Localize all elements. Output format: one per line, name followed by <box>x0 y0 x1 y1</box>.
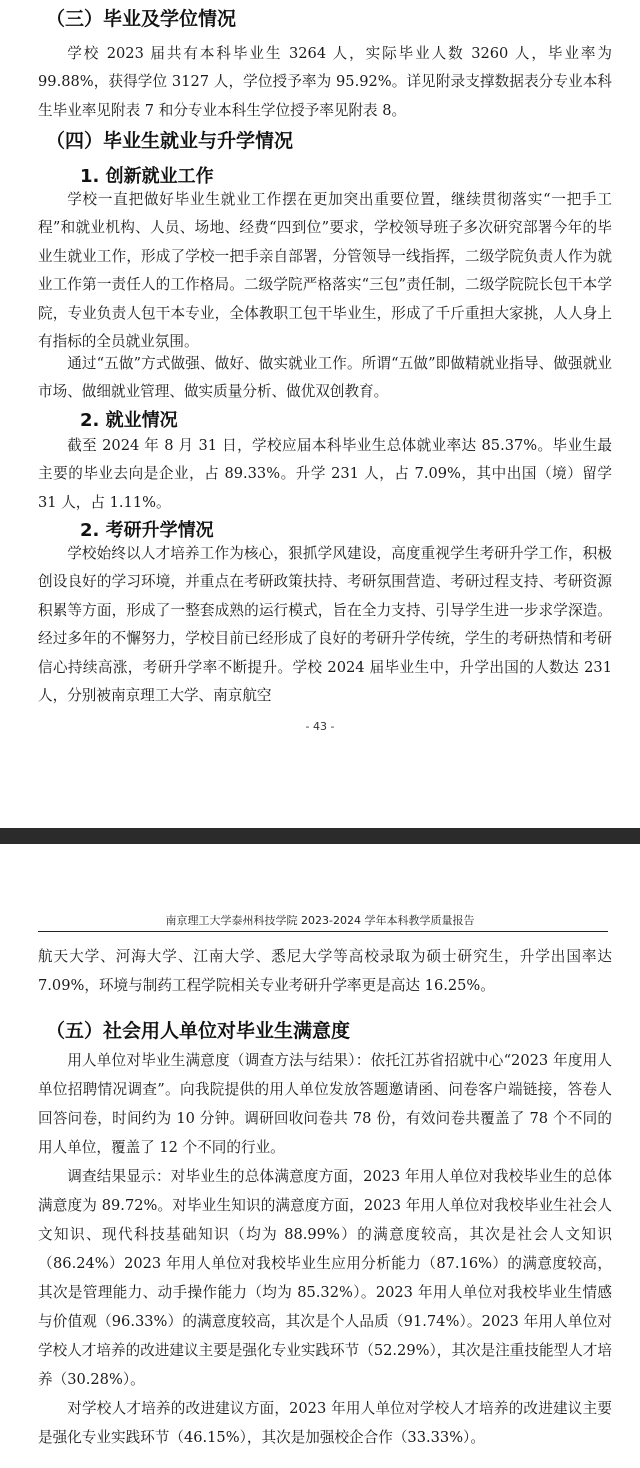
section-5-paragraph-1: 用人单位对毕业生满意度（调查方法与结果）：依托江苏省招就中心“2023 年度用人单位招聘情况调查”。向我院提供的用人单位发放答题邀请函、问卷客户端链接，答卷人回答问卷，时间约为 10 分钟。调研回收问卷共 78 份，有效问卷共覆盖了 78 个不同的用人单位，覆盖了 12 个不同的行业。 <box>38 1052 612 1156</box>
page-separator <box>0 828 640 844</box>
section-3-paragraph: 学校 2023 届共有本科毕业生 3264 人，实际毕业人数 3260 人，毕业率为 99.88%，获得学位 3127 人，学位授予率为 95.92%。详见附录支撑数据表分专业本科生毕业率见附表 7 和分专业本科生学位授予率见附表 8。 <box>38 45 612 119</box>
subsection-1-paragraph-2: 通过“五做”方式做强、做好、做实就业工作。所谓“五做”即做精就业指导、做强就业市场、做细就业管理、做实质量分析、做优双创教育。 <box>38 355 612 401</box>
header-rule <box>38 931 608 932</box>
section-5-paragraph-2: 调查结果显示：对毕业生的总体满意度方面，2023 年用人单位对我校毕业生的总体满意度为 89.72%。对毕业生知识的满意度方面，2023 年用人单位对我校毕业生社会人文知识、现代科技基础知识（均为 88.99%）的满意度较高，其次是社会人文知识（86.24%）2023 年用人单位对我校毕业生应用分析能力（87.16%）的满意度较高，其次是管理能力、动手操作能力（均为 85.32%）。2023 年用人单位对我校毕业生情感与价值观（96.33%）的满意度较高，其次是个人品质（91.74%）。2023 年用人单位对学校人才培养的改进建议主要是强化专业实践环节（52.29%），其次是注重技能型人才培养（30.28%）。 <box>38 1168 612 1388</box>
page-number: - 43 - <box>305 720 335 733</box>
section-3-heading: （三）毕业及学位情况 <box>46 8 237 30</box>
continued-paragraph: 航天大学、河海大学、江南大学、悉尼大学等高校录取为硕士研究生，升学出国率达 7.09%，环境与制药工程学院相关专业考研升学率更是高达 16.25%。 <box>38 948 612 994</box>
subsection-2-paragraph: 截至 2024 年 8 月 31 日，学校应届本科毕业生总体就业率达 85.37%。毕业生最主要的毕业去向是企业，占 89.33%。升学 231 人，占 7.09%，其中出国（境）留学 31 人，占 1.11%。 <box>38 437 612 511</box>
running-header: 南京理工大学泰州科技学院 2023-2024 学年本科教学质量报告 <box>165 914 475 927</box>
subsection-1-heading: 1. 创新就业工作 <box>80 166 214 187</box>
subsection-3-heading: 2. 考研升学情况 <box>80 520 214 541</box>
subsection-2-heading: 2. 就业情况 <box>80 410 178 431</box>
section-4-heading: （四）毕业生就业与升学情况 <box>46 130 294 152</box>
section-5-paragraph-3: 对学校人才培养的改进建议方面，2023 年用人单位对学校人才培养的改进建议主要是强化专业实践环节（46.15%），其次是加强校企合作（33.33%）。 <box>38 1400 612 1446</box>
report-page-44 <box>0 844 640 1468</box>
subsection-1-paragraph-1: 学校一直把做好毕业生就业工作摆在更加突出重要位置，继续贯彻落实“一把手工程”和就业机构、人员、场地、经费“四到位”要求，学校领导班子多次研究部署今年的毕业生就业工作，形成了学校一把手亲自部署，分管领导一线指挥，二级学院负责人作为就业工作第一责任人的工作格局。二级学院严格落实“三包”责任制，二级学院院长包干本学院，专业负责人包干本专业，全体教职工包干毕业生，形成了千斤重担大家挑，人人身上有指标的全员就业氛围。 <box>38 191 612 351</box>
subsection-3-paragraph: 学校始终以人才培养工作为核心，狠抓学风建设，高度重视学生考研升学工作，积极创设良好的学习环境，并重点在考研政策扶持、考研氛围营造、考研过程支持、考研资源积累等方面，形成了一整套成熟的运行模式，旨在全力支持、引导学生进一步求学深造。经过多年的不懈努力，学校目前已经形成了良好的考研升学传统，学生的考研热情和考研信心持续高涨，考研升学率不断提升。学校 2024 届毕业生中，升学出国的人数达 231 人，分别被南京理工大学、南京航空 <box>38 545 612 705</box>
section-5-heading: （五）社会用人单位对毕业生满意度 <box>46 1020 351 1042</box>
